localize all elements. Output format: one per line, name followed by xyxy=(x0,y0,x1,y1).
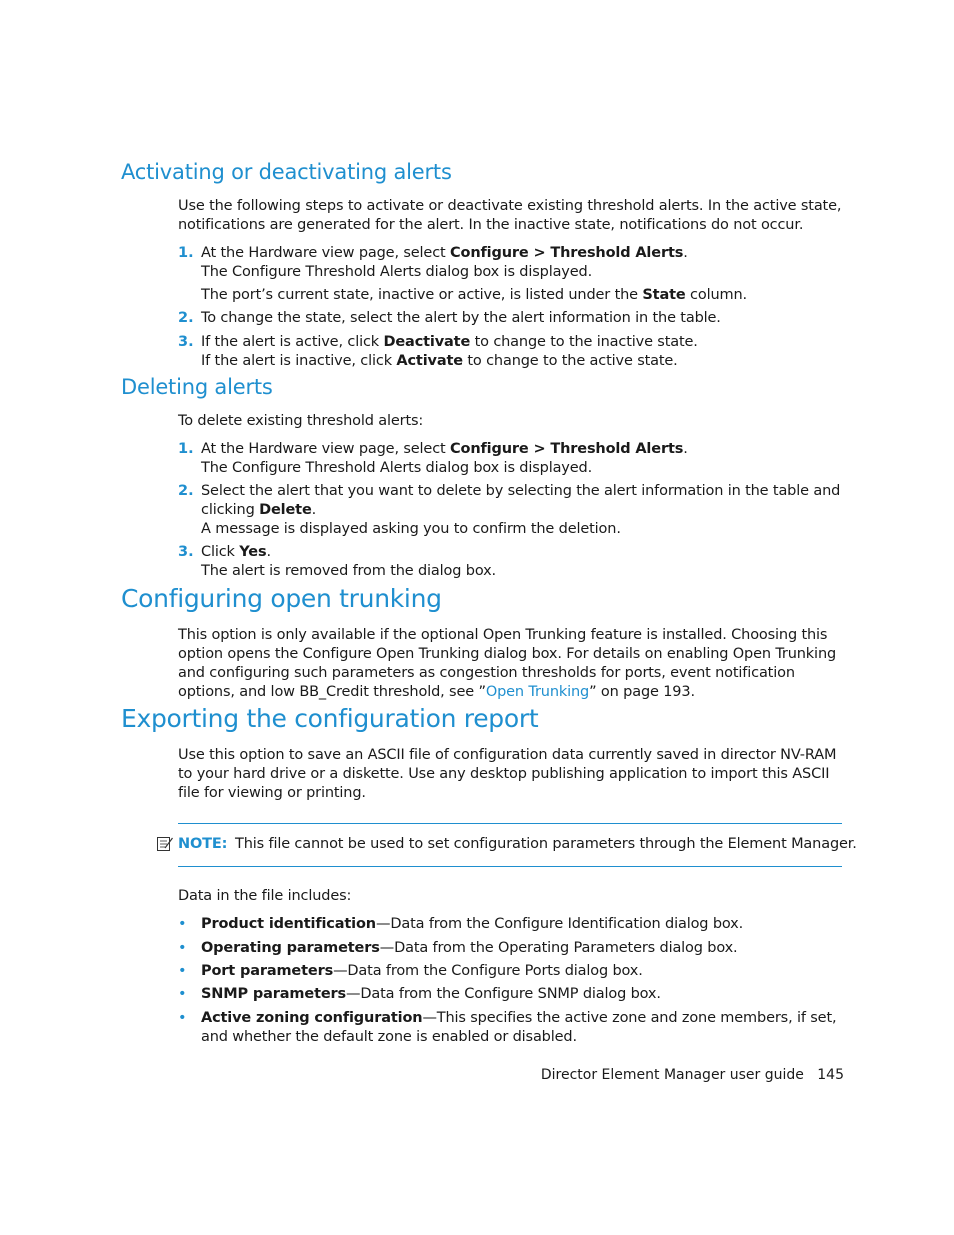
note xyxy=(178,835,227,854)
body-text: This option is only available if the optional Open Trunking feature is installed. Choosing this option opens the Configure Open Trunking dialog box. For details on enabling Open Trunking and configuring such parameters as congestion thresholds for ports, event notification options, and low BB_Credit threshold, see ” xyxy=(178,627,837,700)
activating-intro: Use the following steps to activate or deactivate existing threshold alerts. In the active state, notifications are generated for the alert. In the inactive state, notifications do not occur. xyxy=(178,198,842,233)
step-number: 2. xyxy=(178,310,194,326)
footer-title: Director Element Manager user guide xyxy=(540,1067,804,1083)
item-text: —Data from the Operating Parameters dialog box. xyxy=(379,940,738,956)
item-title: Active zoning configuration xyxy=(201,1010,423,1026)
body-text: ” on page 193. xyxy=(589,684,695,700)
menu-path: Configure > Threshold Alerts xyxy=(450,441,684,457)
item-text: —Data from the Configure Ports dialog box. xyxy=(333,963,643,979)
exporting-intro: Use this option to save an ASCII file of configuration data currently saved in director NV-RAM to your hard drive or a diskette. Use any desktop publishing application to import this ASCII file for viewing or printing. xyxy=(178,747,837,801)
page-footer xyxy=(541,1067,844,1083)
list-item xyxy=(201,939,843,958)
step-text: . xyxy=(266,544,271,560)
page-number: 145 xyxy=(817,1067,844,1083)
section-heading-deleting: Deleting alerts xyxy=(121,375,273,399)
note-top-rule xyxy=(178,823,842,824)
activating-step-3 xyxy=(201,333,843,371)
item-text: —Data from the Configure Identification dialog box. xyxy=(375,916,744,932)
step-text: If the alert is inactive, click xyxy=(201,353,397,369)
list-item xyxy=(201,962,843,981)
list-item xyxy=(201,1009,843,1047)
deleting-step-3 xyxy=(201,543,843,581)
step-text: At the Hardware view page, select xyxy=(201,245,451,261)
step-result: The Configure Threshold Alerts dialog box is displayed. xyxy=(201,264,593,280)
bullet-glyph: • xyxy=(178,963,187,979)
note-pad-icon xyxy=(156,835,174,853)
step-number: 1. xyxy=(178,441,194,457)
step-result: The alert is removed from the dialog box. xyxy=(201,563,496,579)
step-text: The port’s current state, inactive or active, is listed under the xyxy=(201,287,643,303)
activating-step-2: To change the state, select the alert by the alert information in the table. xyxy=(201,310,721,326)
section-heading-activating: Activating or deactivating alerts xyxy=(121,160,452,184)
activating-step-1 xyxy=(201,244,843,282)
note-text: This file cannot be used to set configuration parameters through the Element Manager. xyxy=(235,836,857,852)
button-name: Deactivate xyxy=(383,334,471,350)
note-bottom-rule xyxy=(178,866,842,867)
step-result: The Configure Threshold Alerts dialog box is displayed. xyxy=(201,460,593,476)
note-label: NOTE: xyxy=(178,836,228,852)
deleting-intro: To delete existing threshold alerts: xyxy=(178,413,424,429)
trunking-body xyxy=(178,626,842,702)
section-heading-trunking: Configuring open trunking xyxy=(121,584,442,613)
bullet-glyph: • xyxy=(178,940,187,956)
step-text: Select the alert that you want to delete by selecting the alert information in the table and clicking xyxy=(201,483,841,518)
button-name: Yes xyxy=(239,544,267,560)
button-name: Delete xyxy=(259,502,312,518)
menu-path: Configure > Threshold Alerts xyxy=(450,245,684,261)
step-text: to change to the active state. xyxy=(462,353,678,369)
step-number: 3. xyxy=(178,334,194,350)
item-title: Port parameters xyxy=(201,963,334,979)
step-text: . xyxy=(683,245,688,261)
section-heading-exporting: Exporting the configuration report xyxy=(121,704,539,733)
step-number: 3. xyxy=(178,544,194,560)
item-title: SNMP parameters xyxy=(201,986,347,1002)
step-result: A message is displayed asking you to confirm the deletion. xyxy=(201,521,621,537)
step-text: . xyxy=(683,441,688,457)
button-name: Activate xyxy=(396,353,463,369)
item-text: —Data from the Configure SNMP dialog box. xyxy=(346,986,661,1002)
step-text: . xyxy=(311,502,317,518)
step-number: 1. xyxy=(178,245,194,261)
data-intro: Data in the file includes: xyxy=(178,888,352,904)
item-title: Operating parameters xyxy=(201,940,380,956)
activating-step-1-extra xyxy=(201,286,843,305)
list-item xyxy=(201,985,843,1004)
step-number: 2. xyxy=(178,483,194,499)
item-title: Product identification xyxy=(201,916,376,932)
bullet-glyph: • xyxy=(178,1010,187,1026)
bullet-glyph: • xyxy=(178,916,187,932)
step-text: column. xyxy=(685,287,747,303)
item-text: —This specifies the active zone and zone members, if set, and whether the default zone is enabled or disabled. xyxy=(201,1010,837,1045)
step-text: Click xyxy=(201,544,240,560)
step-text: to change to the inactive state. xyxy=(470,334,698,350)
step-text: If the alert is active, click xyxy=(201,334,384,350)
deleting-step-1 xyxy=(201,440,843,478)
bullet-glyph: • xyxy=(178,986,187,1002)
open-trunking-link[interactable]: Open Trunking xyxy=(485,684,590,700)
deleting-step-2 xyxy=(201,482,843,539)
list-item xyxy=(201,915,843,934)
column-name: State xyxy=(642,287,686,303)
step-text: At the Hardware view page, select xyxy=(201,441,451,457)
